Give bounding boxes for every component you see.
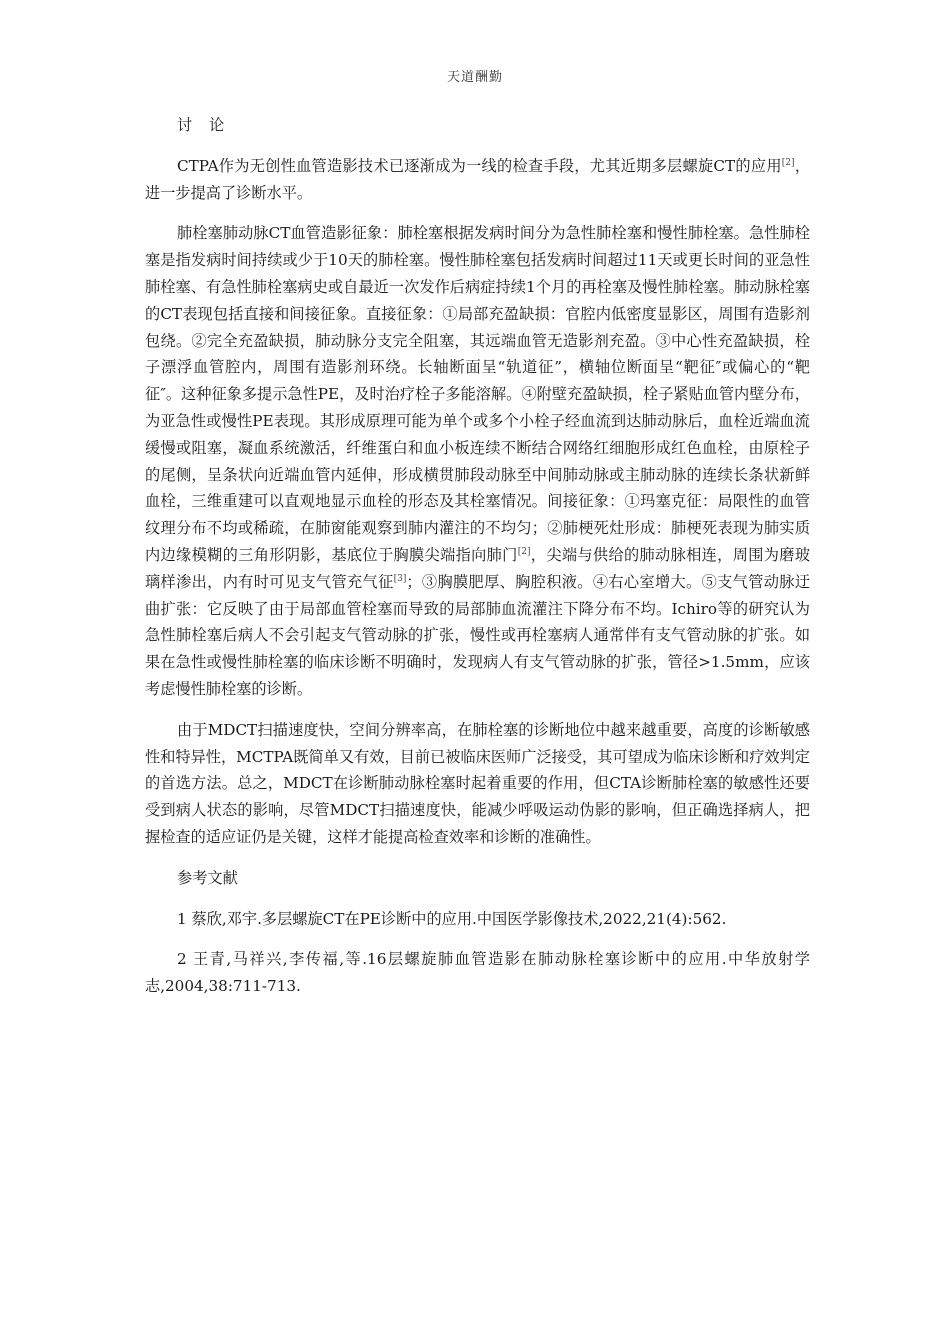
paragraph-text: 肺栓塞肺动脉CT血管造影征象：肺栓塞根据发病时间分为急性肺栓塞和慢性肺栓塞。急性肺栓塞是指发病时间持续或少于10天的肺栓塞。慢性肺栓塞包括发病时间超过11天或更长时间的亚急性肺栓塞、有急性肺栓塞病史或自最近一次发作后病症持续1个月的再栓塞及慢性肺栓塞。肺动脉栓塞的CT表现包括直接和间接征象。直接征象：①局部充盈缺损：官腔内低密度显影区，周围有造影剂包绕。②完全充盈缺损，肺动脉分支完全阻塞，其远端血管无造影剂充盈。③中心性充盈缺损，栓子漂浮血管腔内，周围有造影剂环绕。长轴断面呈“轨道征”，横轴位断面呈“靶征″或偏心的“靶征″。这种征象多提示急性PE，及时治疗栓子多能溶解。④附壁充盈缺损，栓子紧贴血管内壁分布，为亚急性或慢性PE表现。其形成原理可能为单个或多个小栓子经血流到达肺动脉后，血栓近端血流缓慢或阻塞，凝血系统激活，纤维蛋白和血小板连续不断结合网络红细胞形成红色血栓，由原栓子的尾侧，呈条状向近端血管内延伸，形成横贯肺段动脉至中间肺动脉或主肺动脉的连续长条状新鲜血栓，三维重建可以直观地显示血栓的形态及其栓塞情况。间接征象：①玛塞克征：局限性的血管纹理分布不均或稀疏，在肺窗能观察到肺内灌注的不均匀；②肺梗死灶形成：肺梗死表现为肺实质内边缘模糊的三角形阴影，基底位于胸膜尖端指向肺门 [145,224,810,564]
running-header: 天道酬勤 [446,70,503,85]
reference-item-2: 2 王青,马祥兴,李传福,等.16层螺旋肺血管造影在肺动脉栓塞诊断中的应用.中华放射学志,2004,38:711-713. [145,950,810,996]
citation-mark: [2] [517,546,531,557]
paragraph-intro [145,153,810,207]
paragraph-text: ，进一步提高了诊断水平。 [145,156,811,202]
references-heading: 参考文献 [177,868,238,887]
paragraph-text: ；③胸膜肥厚、胸腔积液。④右心室增大。⑤支气管动脉迂曲扩张：它反映了由于局部血管栓塞而导致的局部肺血流灌注下降分布不均。Ichiro等的研究认为急性肺栓塞后病人不会引起支气管动脉的扩张，慢性或再栓塞病人通常伴有支气管动脉的扩张。如果在急性或慢性肺栓塞的临床诊断不明确时，发现病人有支气管动脉的扩张，管径>1.5mm，应该考虑慢性肺栓塞的诊断。 [145,572,811,698]
reference-item-1: 1 蔡欣,邓宇.多层螺旋CT在PE诊断中的应用.中国医学影像技术,2022,21(4):562. [177,909,727,928]
paragraph-text: 由于MDCT扫描速度快，空间分辨率高，在肺栓塞的诊断地位中越来越重要，高度的诊断敏感性和特异性，MCTPA既简单又有效，目前已被临床医师广泛接受，其可望成为临床诊断和疗效判定的首选方法。总之，MDCT在诊断肺动脉栓塞时起着重要的作用，但CTA诊断肺栓塞的敏感性还要受到病人状态的影响，尽管MDCT扫描速度快，能减少呼吸运动伪影的影响，但正确选择病人，把握检查的适应证仍是关键，这样才能提高检查效率和诊断的准确性。 [145,720,810,846]
section-heading: 讨 论 [177,116,231,134]
citation-mark: [3] [393,573,407,584]
paragraph-text: ，尖端与供给的肺动脉相连，周围为磨玻璃样渗出，内有时可见支气管充气征 [145,545,811,591]
paragraph-ct-signs [145,220,810,702]
paragraph-conclusion [145,717,810,851]
paragraph-text: CTPA作为无创性血管造影技术已逐渐成为一线的检查手段，尤其近期多层螺旋CT的应用 [177,156,782,175]
citation-mark: [2] [781,157,795,168]
article-body [145,112,810,1014]
